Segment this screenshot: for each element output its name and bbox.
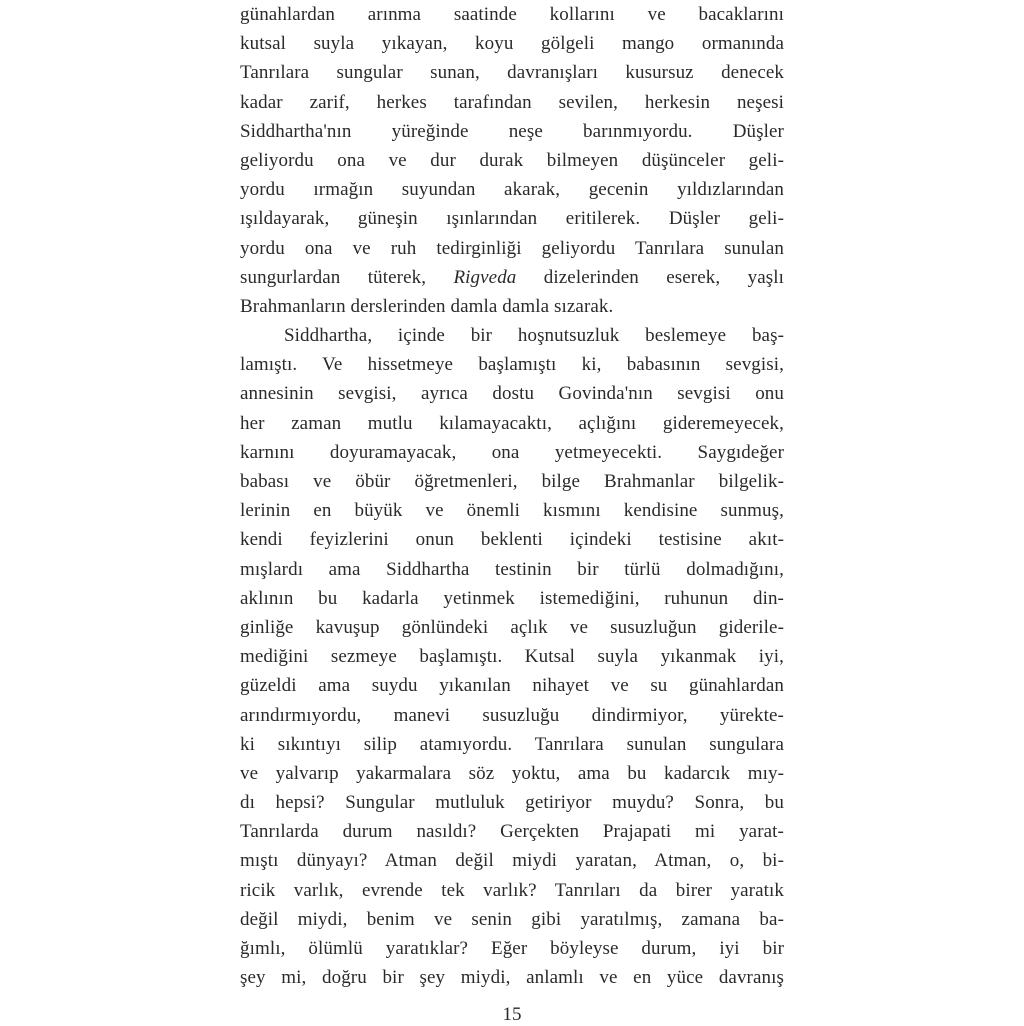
text-fragment: sungurlardan tüterek, xyxy=(240,266,454,288)
text-line: mediğini sezmeye başlamıştı. Kutsal suyla yıkanmak iyi, xyxy=(240,646,784,668)
italic-title: Rigveda xyxy=(453,266,517,288)
text-line: babası ve öbür öğretmenleri, bilge Brahmanlar bilgelik- xyxy=(240,471,784,492)
text-line: ve yalvarıp yakarmalara söz yoktu, ama bu kadarcık mıy- xyxy=(240,762,784,784)
text-line: her zaman mutlu kılamayacaktı, açlığını gideremeyecek, xyxy=(240,412,784,434)
text-line: ricik varlık, evrende tek varlık? Tanrıları da birer yaratık xyxy=(240,879,784,901)
text-line xyxy=(240,263,784,292)
text-line: mıştı dünyayı? Atman değil miydi yaratan, Atman, o, bi- xyxy=(240,850,784,872)
text-line: ışıldayarak, güneşin ışınlarından eritilerek. Düşler geli- xyxy=(240,208,784,230)
text-line: kutsal suyla yıkayan, koyu gölgeli mango ormanında xyxy=(240,33,784,55)
text-line: Siddhartha'nın yüreğinde neşe barınmıyordu. Düşler xyxy=(240,120,784,142)
text-line: lamıştı. Ve hissetmeye başlamıştı ki, babasının sevgisi, xyxy=(240,354,784,376)
text-line: ki sıkıntıyı silip atamıyordu. Tanrılara sunulan sungulara xyxy=(240,733,784,755)
text-line: mışlardı ama Siddhartha testinin bir türlü dolmadığını, xyxy=(240,558,784,580)
text-line: aklının bu kadarla yetinmek istemediğini, ruhunun din- xyxy=(240,587,784,609)
text-line: arındırmıyordu, manevi susuzluğu dindirmiyor, yürekte- xyxy=(240,704,784,726)
text-line: ginliğe kavuşup gönlündeki açlık ve susuzluğun giderile- xyxy=(240,616,784,638)
text-line: günahlardan arınma saatinde kollarını ve bacaklarını xyxy=(240,4,784,25)
text-line: Siddhartha, içinde bir hoşnutsuzluk beslemeye baş- xyxy=(284,325,784,347)
body-text xyxy=(240,0,784,992)
text-line: karnını doyuramayacak, ona yetmeyecekti. Saygıdeğer xyxy=(240,441,784,463)
page-number: 15 xyxy=(502,1004,522,1025)
text-line: şey mi, doğru bir şey miydi, anlamlı ve en yüce davranış xyxy=(240,967,784,989)
text-fragment: dizelerinden eserek, yaşlı xyxy=(516,266,784,288)
text-line: yordu ırmağın suyundan akarak, gecenin yıldızlarından xyxy=(240,179,784,201)
text-line: lerinin en büyük ve önemli kısmını kendisine sunmuş, xyxy=(240,500,784,522)
text-line: ğımlı, ölümlü yaratıklar? Eğer böyleyse durum, iyi bir xyxy=(240,938,784,959)
text-line: dı hepsi? Sungular mutluluk getiriyor muydu? Sonra, bu xyxy=(240,792,784,814)
text-line: değil miydi, benim ve senin gibi yaratılmış, zamana ba- xyxy=(240,908,784,930)
text-line: geliyordu ona ve dur durak bilmeyen düşünceler geli- xyxy=(240,149,784,171)
text-line: annesinin sevgisi, ayrıca dostu Govinda'nın sevgisi onu xyxy=(240,383,784,405)
text-line: Brahmanların derslerinden damla damla sızarak. xyxy=(240,295,614,317)
text-line: kadar zarif, herkes tarafından sevilen, herkesin neşesi xyxy=(240,91,784,113)
text-line: Tanrılara sungular sunan, davranışları kusursuz denecek xyxy=(240,62,784,84)
text-line: güzeldi ama suydu yıkanılan nihayet ve su günahlardan xyxy=(240,675,784,697)
text-line: kendi feyizlerini onun beklenti içindeki testisine akıt- xyxy=(240,529,784,551)
text-line: Tanrılarda durum nasıldı? Gerçekten Prajapati mi yarat- xyxy=(240,821,784,843)
text-line: yordu ona ve ruh tedirginliği geliyordu Tanrılara sunulan xyxy=(240,237,784,259)
